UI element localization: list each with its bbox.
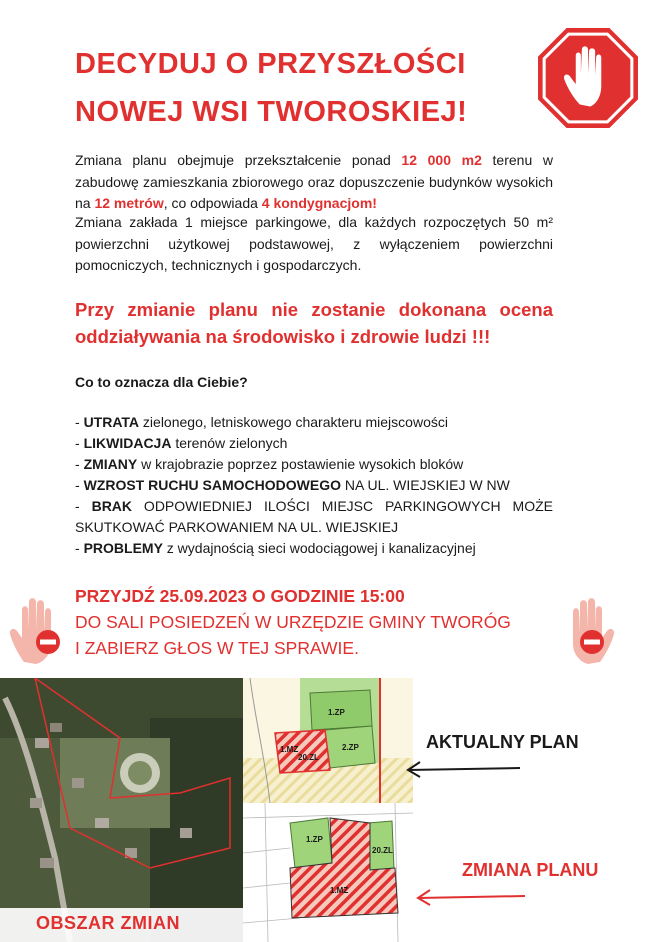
question-heading: Co to oznacza dla Ciebie? [75,374,248,390]
arrow-left-icon [408,762,520,777]
stop-hand-icon [537,27,639,129]
intro-text: terenu w zabudowę zamieszkania zbiorowego oraz dopuszczenie budynków wysokich na [75,152,553,211]
title-line-2: NOWEJ WSI TWOROSKIEJ! [75,96,468,128]
satellite-map [0,678,243,942]
invitation-date: PRZYJDŹ 25.09.2023 O GODZINIE 15:00 [75,586,405,606]
zone-label: 1.ZP [328,708,345,717]
zone-label: 20.ZL [298,753,319,762]
obszar-zmian-label: OBSZAR ZMIAN [36,913,180,933]
intro-paragraph-2: Zmiana zakłada 1 miejsce parkingowe, dla każdych rozpoczętych 50 m² powierzchni użytkowej podstawowej, z wyłączeniem powierzchni pomocniczych, technicznych i gospodarczych. [75,214,553,273]
intro-paragraph-1 [75,150,553,215]
hand-no-entry-icon [6,592,68,664]
invitation-action: I ZABIERZ GŁOS W TEJ SPRAWIE. [75,638,359,658]
list-item: - PROBLEMY z wydajnością sieci wodociągowej i kanalizacyjnej [75,540,476,556]
invitation [75,583,555,661]
maps-section [0,678,662,942]
zmiana-planu-label: ZMIANA PLANU [462,860,599,880]
zone-label: 2.ZP [342,743,359,752]
current-plan-map [243,678,413,803]
height-highlight: 12 metrów [94,195,164,211]
list-item: - BRAK ODPOWIEDNIEJ ILOŚCI MIEJSC PARKINGOWYCH MOŻE SKUTKOWAĆ PARKOWANIEM NA UL. WIEJSKIEJ [75,498,553,535]
zone-label: 1.MZ [330,886,349,895]
zone-label: 1.MZ [280,745,299,754]
list-item: - UTRATA zielonego, letniskowego charakteru miejscowości [75,414,448,430]
aktualny-plan-label: AKTUALNY PLAN [426,732,579,752]
warning-text: Przy zmianie planu nie zostanie dokonana ocena oddziaływania na środowisko i zdrowie ludzi !!! [75,299,553,347]
hand-no-entry-icon [556,592,618,664]
list-item: - ZMIANY w krajobrazie poprzez postawienie wysokich bloków [75,456,464,472]
arrow-left-icon [418,890,525,905]
consequences-list [75,412,553,559]
new-plan-map [243,803,413,942]
zone-label: 20.ZL [372,846,393,855]
intro-text: , co odpowiada [163,195,262,211]
floors-highlight: 4 kondygnacjom! [261,195,377,211]
list-item: - WZROST RUCHU SAMOCHODOWEGO NA UL. WIEJSKIEJ W NW [75,477,510,493]
zone-label: 1.ZP [306,835,323,844]
list-item: - LIKWIDACJA terenów zielonych [75,435,288,451]
invitation-place: DO SALI POSIEDZEŃ W URZĘDZIE GMINY TWORÓG [75,612,511,632]
intro-text: Zmiana planu obejmuje przekształcenie ponad [75,152,402,168]
title-line-1: DECYDUJ O PRZYSZŁOŚCI [75,48,466,80]
area-highlight: 12 000 m2 [401,152,482,168]
page-title [75,40,535,136]
